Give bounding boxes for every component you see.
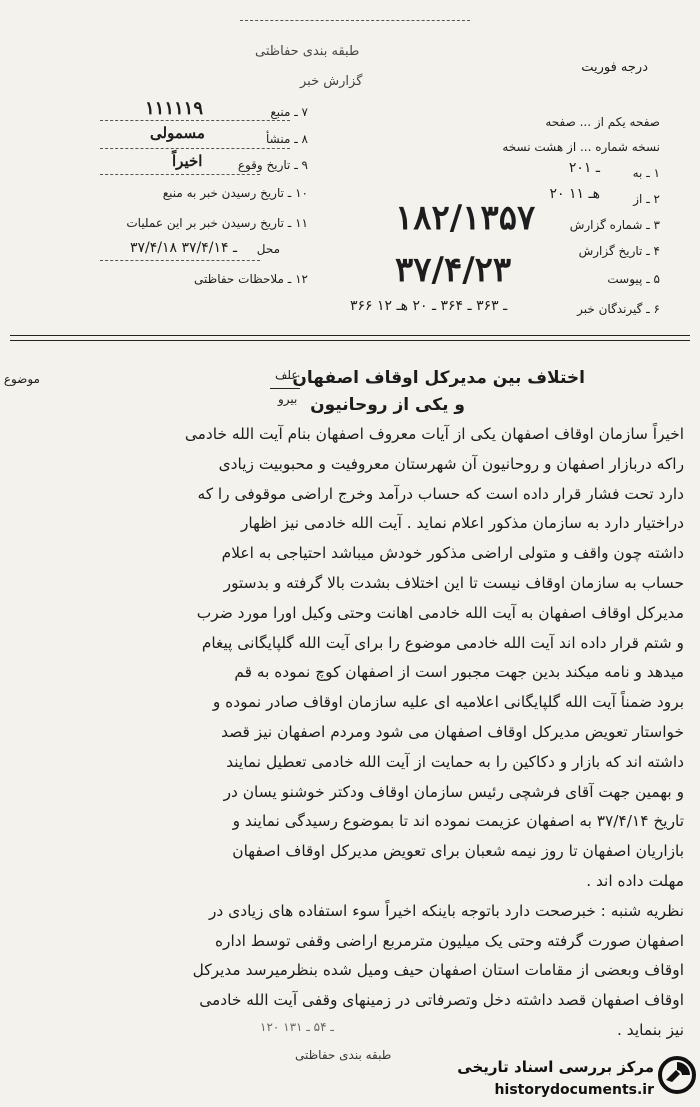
report-number-handwritten: ۱۸۲/۱۳۵۷: [395, 198, 536, 238]
body-line: نیز بنماید .: [617, 1020, 684, 1039]
report-date-handwritten: ۳۷/۴/۲۳: [395, 250, 512, 290]
body-line: مهلت داده اند .: [586, 871, 684, 890]
field-recipients-label: ۶ ـ گیرندگان خبر: [577, 302, 660, 316]
body-line: اصفهان صورت گرفته وحتی یک میلیون مترمربع اراضی وقفی توسط اداره: [214, 931, 684, 950]
body-line: و بهمین جهت آقای فرشچی رئیس سازمان اوقاف ودکتر خوشنو یسان در: [223, 782, 684, 801]
archive-logo-url: historydocuments.ir: [494, 1082, 654, 1098]
archive-logo-title: مرکز بررسی اسناد تاریخی: [457, 1058, 654, 1076]
report-title: گزارش خبر: [300, 74, 363, 89]
body-line: داشته اند که بازار و دکاکین را به حمایت از آیت الله خادمی تعطیل نمایند: [226, 752, 684, 771]
field-origin-label: ۸ ـ منشأ: [265, 132, 308, 146]
subject-label: موضوع: [3, 372, 40, 386]
field-to-value: ۲۰۱ ـ: [568, 160, 600, 176]
copy-count: نسخه شماره ... از هشت نسخه: [502, 140, 660, 154]
body-line: اوقاف اصفهان قصد داشته دخل وتصرفاتی در زمینهای وقفی آیت الله خادمی: [199, 991, 684, 1010]
field-attachment-label: ۵ ـ پیوست: [607, 272, 660, 286]
body-line: و شتم قرار داده اند آیت الله خادمی موضوع را برای آیت الله گلپایگانی پیغام: [201, 633, 684, 652]
field-source-label: ۷ ـ منبع: [270, 105, 308, 119]
field-occurrence-label: ۹ ـ تاریخ وقوع: [237, 158, 308, 172]
field-report-date-label: ۴ ـ تاریخ گزارش: [578, 244, 660, 258]
archive-logo-icon: [658, 1056, 696, 1094]
body-line: خواستار تعویض مدیرکل اوقاف اصفهان می شود ومردم اصفهان نیز قصد: [221, 722, 684, 741]
body-line: داشته چون واقف و متولی اراضی مذکور خودش میباشد احتیاجی به اعلام: [221, 544, 684, 563]
footer-reference: ۱۲۰ ـ ۵۴ ـ ۱۳۱: [260, 1020, 334, 1034]
dash-place: [100, 260, 260, 261]
body-line: حساب به سازمان اوقاف نیست تا این اختلاف بشدت بالا گرفته و بدستور: [223, 573, 684, 592]
field-date-ops-label: ۱۱ ـ تاریخ رسیدن خبر بر این عملیات: [126, 216, 308, 230]
field-origin-value: مسمولی: [150, 124, 205, 142]
subject-line-2: و یکی از روحانیون: [310, 395, 465, 415]
subject-tag-beru: بیرو: [278, 392, 298, 406]
page-count: صفحه یکم از ... صفحه: [545, 115, 660, 129]
dash-source: [100, 120, 290, 121]
body-line: بازاریان اصفهان تا روز نیمه شعبان برای تعویض مدیرکل اوقاف اصفهان: [232, 842, 684, 861]
divider-top-2: [10, 340, 690, 341]
dash-origin: [100, 148, 290, 149]
body-line: راکه دربازار اصفهان و روحانیون آن شهرستان معروفیت و محبوبیت زیادی: [218, 454, 684, 473]
top-dash: [240, 20, 470, 21]
field-recipients-value: ۳۶۶ ـ ۳۶۳ ـ ۳۶۴ ـ ۲۰ هـ ۱۲: [350, 298, 508, 314]
dash-occurrence: [100, 174, 260, 175]
subject-line-1: اختلاف بین مدیرکل اوقاف اصفهان: [292, 368, 585, 388]
field-remarks-label: ۱۲ ـ ملاحظات حفاظتی: [194, 272, 308, 286]
body-line: برود ضمناً آیت الله گلپایگانی اعلامیه ای علیه سازمان اوقاف صادر نموده و: [212, 693, 684, 712]
body-line: دراختیار دارد به سازمان مذکور اعلام نماید . آیت الله خادمی نیز اظهار: [241, 514, 684, 533]
field-report-no-label: ۳ ـ شماره گزارش: [569, 218, 660, 232]
divider-top: [10, 335, 690, 336]
subject-tag-elaf: علف: [275, 368, 299, 382]
report-body: [12, 420, 684, 1046]
field-place-value: ۳۷/۴/۱۸ ـ ۳۷/۴/۱۴: [130, 240, 238, 256]
field-to-label: ۱ ـ به: [632, 166, 660, 180]
body-line: تاریخ ۳۷/۴/۱۴ به اصفهان عزیمت نموده اند تا بموضوع رسیدگی نمایند و: [232, 812, 684, 831]
footer-classification-stamp: طبقه بندی حفاظتی: [295, 1048, 392, 1062]
classification-stamp: طبقه بندی حفاظتی: [255, 44, 360, 59]
body-line: اخیراً سازمان اوقاف اصفهان یکی از آیات معروف اصفهان بنام آیت الله خادمی: [184, 425, 684, 443]
body-line: میدهد و نامه میکند بدین جهت مجبور است از اصفهان کوچ نموده به قم: [234, 663, 684, 682]
field-source-value: ۱۱۱۱۱۹: [145, 98, 204, 119]
body-line: اوقاف وبعضی از مقامات استان اصفهان حیف ومیل شده بنظرمیرسد مدیرکل: [192, 961, 684, 980]
body-line: دارد تحت فشار قرار داده است که حساب درآمد وخرج اراضی موقوفی را که: [197, 484, 684, 503]
body-line: نظریه شنبه : خبرصحت دارد باتوجه باینکه اخیراً سوء استفاده های زیادی در: [208, 901, 684, 920]
subject-tag-rule: [270, 388, 300, 389]
body-line: مدیرکل اوقاف اصفهان به آیت الله خادمی اهانت وحتی وکیل اورا مورد ضرب: [196, 603, 684, 622]
field-from-label: ۲ ـ از: [633, 192, 660, 206]
field-from-value: ۲۰ هـ ۱۱: [549, 186, 600, 202]
field-occurrence-value: اخیراً: [172, 152, 203, 170]
field-place-label: محل: [256, 242, 280, 256]
priority-label: درجه فوریت: [581, 60, 648, 75]
field-date-source-label: ۱۰ ـ تاریخ رسیدن خبر به منبع: [162, 186, 308, 200]
